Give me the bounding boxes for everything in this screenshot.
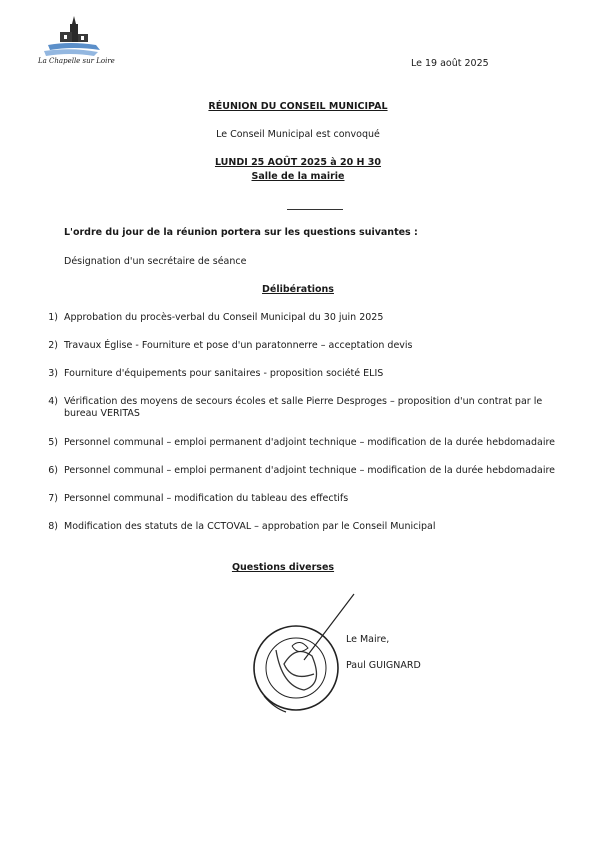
item-number: 6) (48, 465, 58, 476)
agenda-item: Travaux Église - Fourniture et pose d'un paratonnerre – acceptation devis (64, 340, 413, 351)
item-number: 7) (48, 493, 58, 504)
separator-line (287, 209, 343, 210)
item-number: 4) (48, 396, 58, 407)
questions-heading: Questions diverses (231, 562, 335, 573)
signature-name: Paul GUIGNARD (346, 660, 421, 671)
agenda-intro: L'ordre du jour de la réunion portera sur les questions suivantes : (64, 227, 418, 238)
item-number: 1) (48, 312, 58, 323)
item-number: 8) (48, 521, 58, 532)
deliberations-heading: Délibérations (262, 284, 334, 295)
logo-caption: La Chapelle sur Loire (38, 57, 115, 65)
agenda-item: Personnel communal – emploi permanent d'adjoint technique – modification de la durée hebdomadaire (64, 437, 556, 448)
convocation-text: Le Conseil Municipal est convoqué (216, 129, 380, 140)
agenda-item: Personnel communal – emploi permanent d'adjoint technique – modification de la durée hebdomadaire (64, 465, 556, 476)
agenda-item: Personnel communal – modification du tableau des effectifs (64, 493, 349, 504)
item-number: 3) (48, 368, 58, 379)
meeting-date: LUNDI 25 AOÛT 2025 à 20 H 30 (214, 157, 382, 168)
document-date: Le 19 août 2025 (411, 58, 489, 69)
agenda-item: Approbation du procès-verbal du Conseil Municipal du 30 juin 2025 (64, 312, 384, 323)
item-number: 5) (48, 437, 58, 448)
mayor-stamp (234, 590, 364, 720)
agenda-item: Fourniture d'équipements pour sanitaires - proposition société ELIS (64, 368, 384, 379)
meeting-location: Salle de la mairie (251, 171, 345, 182)
agenda-item: Modification des statuts de la CCTOVAL – approbation par le Conseil Municipal (64, 521, 436, 532)
signature-role: Le Maire, (346, 634, 390, 645)
page-title: RÉUNION DU CONSEIL MUNICIPAL (208, 101, 388, 112)
secretary-designation: Désignation d'un secrétaire de séance (64, 256, 247, 267)
item-number: 2) (48, 340, 58, 351)
municipality-logo (34, 12, 115, 70)
agenda-item: Vérification des moyens de secours écoles et salle Pierre Desproges – proposition d'un contrat par le bureau VERITAS (64, 396, 543, 419)
